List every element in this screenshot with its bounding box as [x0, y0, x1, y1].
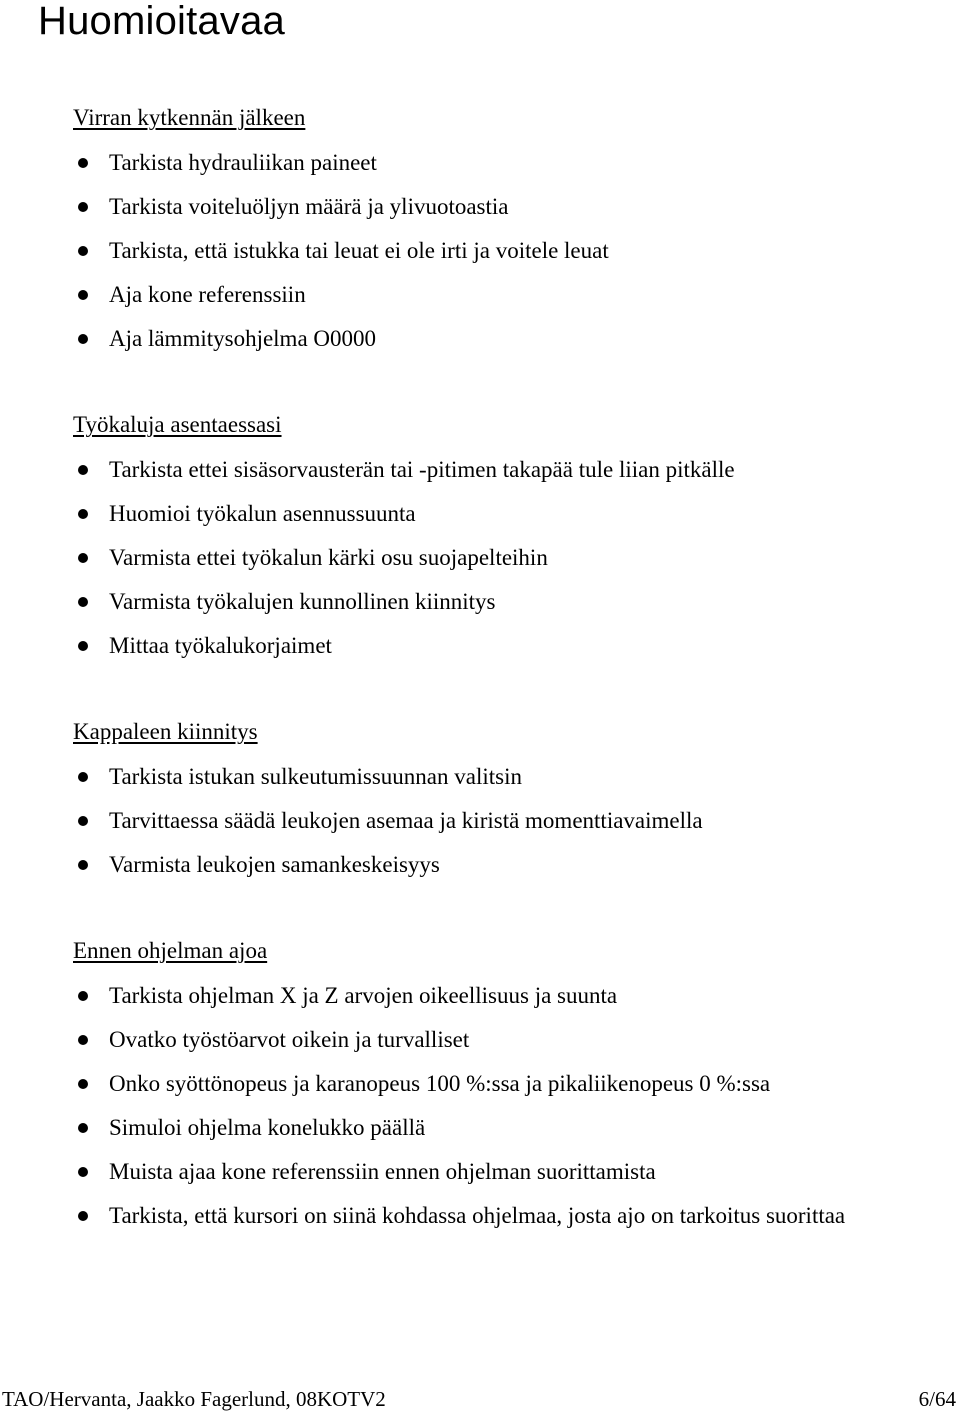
- list-item: [73, 1112, 933, 1143]
- bullet-list: [73, 980, 933, 1231]
- bullet-icon: [78, 991, 88, 1001]
- bullet-icon: [78, 334, 88, 344]
- list-item: [73, 805, 933, 836]
- list-item: [73, 542, 933, 573]
- footer-author: TAO/Hervanta, Jaakko Fagerlund, 08KOTV2: [2, 1387, 386, 1411]
- list-item: [73, 454, 933, 485]
- list-item: [73, 147, 933, 178]
- list-item-text: Tarkista, että istukka tai leuat ei ole irti ja voitele leuat: [109, 238, 609, 263]
- list-item-text: Simuloi ohjelma konelukko päällä: [109, 1115, 426, 1140]
- bullet-icon: [78, 158, 88, 168]
- list-item: [73, 586, 933, 617]
- bullet-list: [73, 454, 933, 661]
- list-item-text: Tarkista istukan sulkeutumissuunnan valitsin: [109, 764, 522, 789]
- list-item-text: Huomioi työkalun asennussuunta: [109, 501, 416, 526]
- page-title: Huomioitavaa: [38, 0, 285, 43]
- list-item: [73, 761, 933, 792]
- list-item: [73, 980, 933, 1011]
- list-item: [73, 498, 933, 529]
- bullet-icon: [78, 509, 88, 519]
- section-heading: Työkaluja asentaessasi: [73, 412, 282, 437]
- list-item: [73, 849, 933, 880]
- list-item-text: Tarkista hydrauliikan paineet: [109, 150, 377, 175]
- list-item-text: Tarkista voiteluöljyn määrä ja ylivuotoastia: [109, 194, 509, 219]
- section-heading: Virran kytkennän jälkeen: [73, 105, 306, 130]
- list-item-text: Tarkista, että kursori on siinä kohdassa ohjelmaa, josta ajo on tarkoitus suorittaa: [109, 1203, 846, 1228]
- list-item-text: Varmista työkalujen kunnollinen kiinnitys: [109, 589, 496, 614]
- bullet-icon: [78, 641, 88, 651]
- list-item: [73, 323, 933, 354]
- bullet-icon: [78, 1079, 88, 1089]
- list-item-text: Muista ajaa kone referenssiin ennen ohjelman suorittamista: [109, 1159, 656, 1184]
- list-item-text: Tarkista ettei sisäsorvausterän tai -pitimen takapää tule liian pitkälle: [109, 457, 735, 482]
- bullet-icon: [78, 1211, 88, 1221]
- bullet-list: [73, 147, 933, 354]
- bullet-icon: [78, 290, 88, 300]
- bullet-icon: [78, 202, 88, 212]
- section-kappaleen-kiinnitys: [73, 718, 933, 880]
- list-item-text: Varmista leukojen samankeskeisyys: [109, 852, 440, 877]
- list-item: [73, 1156, 933, 1187]
- list-item: [73, 279, 933, 310]
- section-ennen-ohjelman-ajoa: [73, 937, 933, 1231]
- list-item-text: Ovatko työstöarvot oikein ja turvalliset: [109, 1027, 470, 1052]
- section-tyokaluja-asentaessasi: [73, 411, 933, 661]
- bullet-icon: [78, 597, 88, 607]
- bullet-icon: [78, 860, 88, 870]
- bullet-icon: [78, 553, 88, 563]
- list-item: [73, 1200, 933, 1231]
- bullet-list: [73, 761, 933, 880]
- section-virran-kytkennan-jalkeen: [73, 104, 933, 354]
- list-item: [73, 630, 933, 661]
- list-item: [73, 191, 933, 222]
- list-item: [73, 1024, 933, 1055]
- bullet-icon: [78, 465, 88, 475]
- list-item: [73, 1068, 933, 1099]
- bullet-icon: [78, 246, 88, 256]
- bullet-icon: [78, 1123, 88, 1133]
- list-item-text: Tarkista ohjelman X ja Z arvojen oikeellisuus ja suunta: [109, 983, 618, 1008]
- list-item-text: Varmista ettei työkalun kärki osu suojapelteihin: [109, 545, 548, 570]
- section-heading: Kappaleen kiinnitys: [73, 719, 258, 744]
- bullet-icon: [78, 816, 88, 826]
- section-heading: Ennen ohjelman ajoa: [73, 938, 268, 963]
- list-item-text: Mittaa työkalukorjaimet: [109, 633, 332, 658]
- bullet-icon: [78, 1035, 88, 1045]
- bullet-icon: [78, 1167, 88, 1177]
- list-item-text: Aja kone referenssiin: [109, 282, 306, 307]
- list-item: [73, 235, 933, 266]
- page-number: 6/64: [918, 1387, 956, 1411]
- list-item-text: Tarvittaessa säädä leukojen asemaa ja kiristä momenttiavaimella: [109, 808, 703, 833]
- bullet-icon: [78, 772, 88, 782]
- list-item-text: Aja lämmitysohjelma O0000: [109, 326, 377, 351]
- list-item-text: Onko syöttönopeus ja karanopeus 100 %:ssa ja pikaliikenopeus 0 %:ssa: [109, 1071, 771, 1096]
